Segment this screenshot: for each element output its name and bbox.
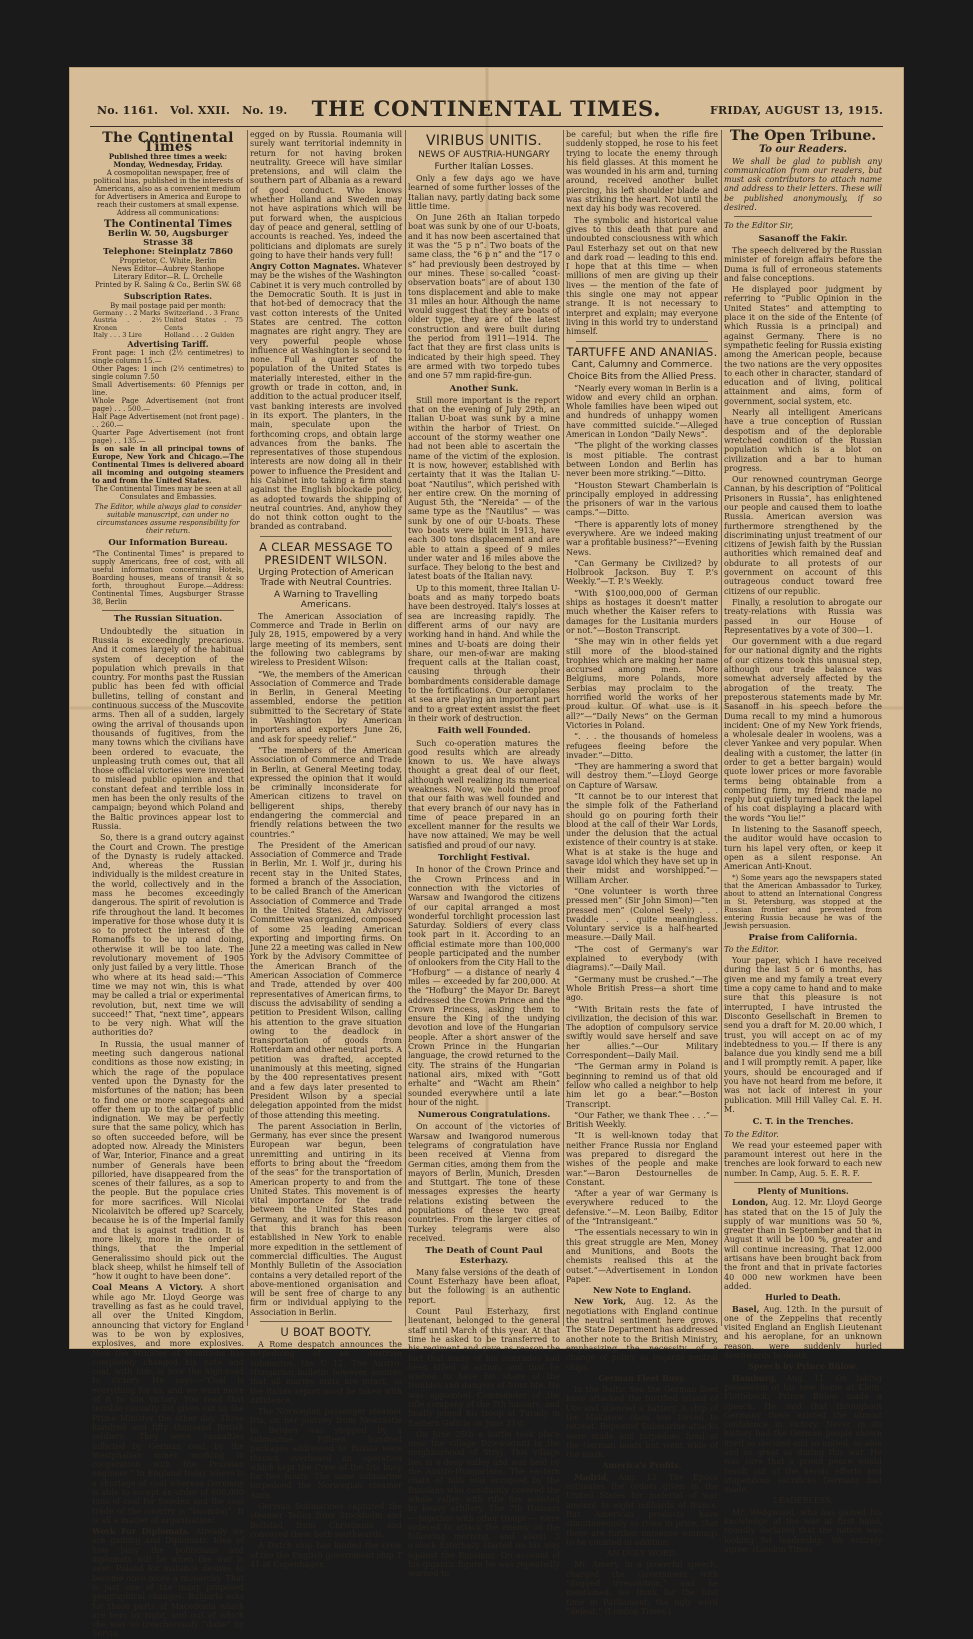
quote-item: “One volunteer is worth three pressed men” (Sir John Simon)—“ten pressed men” (Colonel Seely) . . . twaddle . . . quite meaningless. Voluntary service is a half-hearted measure.—Daily Mail. [566,886,718,943]
paragraph-body: Aug. 12. The Epoca estimates the orders given in the United States for material of war amount to eight milliards of francs. But American products have simultaneously so risen in price, that there are further immense winnings to be counted in addition. [566,1472,718,1547]
quote-item: “There is apparently lots of money everywhere. Are we indeed making war a profitable business?”—Evening News. [566,519,718,557]
quote-item: “Can Germany be Civilized? by Holbrook Jackson. Buy T. P.'s Weekly.”—T. P.'s Weekly. [566,558,718,587]
news-heading: Hurled to Death. [765,1292,841,1303]
paragraph-body: Aug. 12. As the negotiations with England continue the neutral sentiment here grows. The State Department has addressed another note to the British Ministry, emphasizing the necessity of a change of policy as regards neutral ships. [566,1297,719,1372]
letter-heading: Praise from California. [748,932,858,943]
column-rule [247,130,248,1326]
letter-heading: Sasanoff the Fakir. [758,233,848,244]
column-3 [408,130,560,1579]
news-paragraph [724,1374,882,1495]
footnote: *) Some years ago the newspapers stated that the American Ambassador to Turkey, about to attend an International Congress in St. Petersburg, was stopped at the Russian frontier and prevented from entering Russia because he was of the Jewish persuasion. [724,873,882,930]
article-heading: TARTUFFE AND ANANIAS. [566,344,718,359]
paragraph-body: Aug. 12th. In the pursuit of one of the Zeppelins that recently visited England an English Lieutenant and his aeroplane, for an unknown reason, were suddenly hurled downwards to death. [724,1304,882,1361]
dateline: Madrid, [574,1471,610,1482]
newspaper-title: THE CONTINENTAL TIMES. [311,96,662,121]
printer-line: Printed by R. Saling & Co., Berlin SW. 68 [94,281,242,290]
divider [260,536,392,537]
paragraph-body: Whatever may be the wishes of the Washington Cabinet it is very much controlled by the Democratic South. It is just in that hot-bed of democracy that the vast cotton interests of the United States are centred. The cotton magnates are right angry. They are very powerful people whose influence at Washington is second to none. Full a quarter of the population of the United States is materially interested, either in the growth or trade in cotton, and, in addition to the actual producer itself, vast banking interests are involved in its export. The planters, in the main, speculate upon the forthcoming crops, and obtain large advances from the banks. The representatives of those stupendous interests are now doing all in their power to influence the President and his Cabinet into taking a firm stand against the English blockade policy, as adopted towards the shipping of neutral countries. And, anyhow they do not think cotton ought to the branded as contraband. [250,262,402,532]
news-heading: LEADERLESS. [773,1496,833,1506]
advertising-line: Front page: 1 inch (2½ centimetres) to single column 15.— [92,349,244,366]
sale-notice: Is on sale in all principal towns of Europe, New York and Chicago.—The Continental Times is delivered aboard all incoming and outgoing steamers to and from the United States. [92,444,244,486]
masthead [70,96,903,126]
salutation: To the Editor. [724,1129,779,1139]
paragraph-lead: Coal Means A Victory. [92,1282,204,1293]
article-paragraph: Such co-operation matures the good results which are already known to us. We have always thought a great deal of our fleet, although well realizing its numerical weakness. Now, we hold the proof that our faith was well founded and that every branch of our navy has in time of peace prepared in an excellent manner for the results we have now attained. We may be well satisfied and proud of our navy. [408,738,560,850]
article-subheading: A Warning to Travelling Americans. [274,589,378,610]
article-heading: VIRIBUS UNITIS. [425,133,543,149]
divider [102,610,234,611]
news-paragraph [566,1297,718,1371]
column-rule [563,130,564,1326]
quote-item: “It is well-known today that neither France Russia nor England was prepared to disregard the wishes of the people and make war.”—Baron Destournelles de Constant. [566,1131,718,1187]
quote-item: “With $100,000,000 of German ships as hostages it doesn't matter much whether the Kaiser refers to damages for the Lusitania murders or not.”—Boston Transcript. [566,588,718,635]
salutation: To the Editor. [724,944,779,954]
divider [734,216,872,217]
staff-line: Proprietor, C. White, Berlin [119,257,217,266]
masthead-logo: The Continental Times [102,130,234,156]
rates-table [92,310,244,340]
article-paragraph: “The members of the American Association of Commerce and Trade in Berlin, at General Meeting today, expressed the opinion that it would be criminally inconsiderate for American citizens to travel on belligerent ships, thereby endangering the commercial and friendly relations between the two countries.” [250,745,402,839]
advertising-line: Whole Page Advertisement (not front page) . . . 500.— [92,397,244,414]
article-paragraph: The parent Association in Berlin, Germany, has ever since the present European war begun, been unremitting and untiring in its efforts to bring about the “freedom of the seas” for the transportation of American property to and from the United States. This movement is of vital importance for the trade between the United States and Germany, and it was for this reason that this branch has been established in New York to enable more expedition in the settlement of commercial difficulties. The August Monthly Bulletin of the Association contains a very detailed report of the above-mentioned organisation and will be sent free of charge to any firm or individual applying to the Association in Berlin. [250,1121,402,1317]
article-paragraph: The President of the American Association of Commerce and Trade in Berlin, Mr. I. Wolf jr., during his recent stay in the United States, formed a branch of the Association, to be called Branch of the American Association of Commerce and Trade in the United States. An Advisory Committee was organized, composed of some 25 leading American exporting and importing firms. On June 22 a meeting was called in New York by the Advisory Committee of the American Branch of the American Association of Commerce and Trade, attended by over 400 representatives of American firms, to discuss the advisability of sending a petition to President Wilson, calling his attention to the grave situation owing to the deadlock in transportation of goods from Rotterdam and other neutral ports. A petition was drafted, accepted unanimously at this meeting, signed by the 400 representatives present and a few days later presented to President Wilson by a special delegation appointed from the midst of those attending this meeting. [250,840,402,1120]
column-2 [250,130,402,1569]
news-paragraph [724,1198,882,1291]
staff-line: News Editor—Aubrey Stanhope [111,265,225,274]
dateline: London, [732,1197,769,1208]
rate-cell: Austria . . 2½ Kronen [93,316,163,332]
paragraph-body: A short while ago Mr. Lloyd George was travelling as fast as he could travel, all over the United Kingdom, announcing that victory for England was to be won by explosives, explosives, and more explosives. Now the Minister of Munitions has completely changed his note and coal, with him, is now the high-road to victory. He says:—“Coal is everything for us, and we want more of it to win victory. You read that terrible casualty list given out by the Prime Minister the other day. Three hundred and fifty thousand British soldiers. They were casualties inflicted by German coal, by the Westphalian miner, working in cooperation with the Prussian engineer.” In England today where is a shortage of coal whereas Germany is able to accept an order of 600,000 tons of coal for Sweden and the coal trade of the country is “booming”. It is all a matter of organisation! [92,1283,244,1525]
article-paragraph: So, there is a grand outcry against the Court and Crown. The prestige of the Dynasty is rudely attacked. And, whereas the Russian individually is the mildest creature in the world, collectively and in the mass he becomes exceedingly dangerous. The spirit of revolution is rife throughout the land. It becomes imperative for those whose duty it is so to protect the interest of the Romanoffs to be up and doing, otherwise it will be too late. The revolutionary movement of 1905 only just failed by a very little. Those who where at its head said:—“This time we may not win, this is what may be called a trial or experimental revolution, but, next time we will succeed!” That, “next time”, appears to be very nigh. What will the authorities do? [92,833,244,1038]
article-paragraph: German Submarines captured the steamer Tellus from Stockholm and Bollstad from Christiania and conveyed them both southwards. [250,1502,402,1539]
quote-item: “The plight of the working classes is most pitiable. The contrast between London and Berlin has never been more striking.”—Ditto. [566,441,718,479]
article-paragraph: Undoubtedly the situation in Russia is exceedingly precarious. And it comes largely of the habitual system of deception of the population which prevails in that country. For months past the Russian public has been fed with official bulletins, telling of constant and continuous success of the Muscovite arms. Then all of a sudden, largely owing the arrival of thousands upon thousands of fugitives, from the many towns which the civilians have been ordered to evacuate, the unpleasing truth comes out, that all those official victories were invented to mislead public opinion and that constant defeat and terrible loss in men has been the only results of the campaign; beyond which Poland and the Baltic provinces appear lost to Russia. [92,626,244,831]
news-paragraph: In the Baltic Sea the German fleet have attacked the fortified island of Uto and silenced a battery. A ship of the Makarow class was forced to retreat. Repeated Submarine attacks were made and torpedoes fired at the German boats but went wide of the mark. [566,1385,718,1460]
article-paragraph: On June 25th a battle took place near the village Dziewietniti in the neighborhood of Stryj. This village lies in a deep valley and was held by the Austro-Hungarians. The eastern chain of hills was occupied by the Russians who constantly covered the whole valley with rifle fire assisted by heavy artillery. The 7th Hussars — together with other troops — were ordered to attack the enemy on the following morning, and about 3 o'clock Esterhazy started on his way against the Russians. On account of his gigantic figure he was repeatedly warned to [408,1429,560,1579]
section-heading: Torchlight Festival. [438,853,530,864]
news-paragraph: Mr. Amery, in a powerful speech, charged the Government with “dogged irresolution,” and he mentioned, we think for the first time in Parliament, the ugly word “defeat.” (London Times.) [566,1560,718,1616]
news-heading: America's Profits. [602,1460,682,1471]
quote-item: “After a year of war Germany is everywhere reduced to the defensive.”—M. Leon Bailby, Editor of the “Intransigeant.” [566,1189,718,1227]
divider [734,1182,872,1183]
article-paragraph: On account of the victories of Warsaw and Iwangorod numerous telegrams of congratulation have been received at Vienna from German cities, among them from the mayors of Berlin, Munich, Dresden and Stuttgart. The tone of these messages expresses the hearty relations existing between the populations of these two great countries. From the larger cities of Turkey telegrams were also received. [408,1122,560,1243]
news-heading: Speech by Prince Bülow. [748,1361,858,1372]
telephone: Telephone: Steinplatz 7860 [103,247,233,258]
article-paragraph [92,1527,244,1639]
issue-date: FRIDAY, AUGUST 13, 1915. [709,104,883,117]
letter-paragraph: He displayed poor judgment by referring to “Public Opinion in the United States” and attempting to place it on the side of the Entente (of which Russia is a principal) and against Germany. There is no sympathetic feeling for Russia existing among the American people, because the two nations are the very opposites to each other in character, standard of education and of living, political attainment and aims, form of government, social system, etc. [724,285,882,406]
rate-cell: Holland . . . 2 Gulden [164,331,235,340]
rate-cell: Germany . . 2 Marks [93,308,161,317]
quote-item: “It cannot be to our interest that the simple folk of the Fatherland should go on pouring forth their blood at the call of their War Lords, under the delusion that the actual existence of their country is at stake. What is at stake is the huge and savage idol which they have set up in their midst and worshipped.”—William Archer. [566,792,718,885]
article-subheading: NEWS OF AUSTRIA-HUNGARY [418,150,550,160]
masthead-rule [90,126,883,127]
paragraph-lead: Angry Cotton Magnates. [250,261,360,272]
quote-item: “She may win in other fields yet still more of the blood-stained trophies which are making her name accursed among men. More Belgiums, more Polands, more Serbias may proclaim to the horrified world the works of her proud kultur. Of what use is it all?”—“Daily News” on the German Victories in Poland. [566,637,718,730]
quote-item: “Germany must be crushed.”—The Whole British Press—a short time ago. [566,974,718,1003]
advertising-heading: Advertising Tariff. [127,338,209,349]
advertising-line: Small Advertisements: 60 Pfennigs per line. [92,381,244,398]
news-heading: Plenty of Munitions. [757,1185,849,1196]
article-subheading: Cant, Calumny and Commerce. [571,359,713,370]
column-1 [92,130,244,1639]
quote-item: “They are hammering a sword that will destroy them.”—Lloyd George on Capture of Warsaw. [566,762,718,790]
dateline: New York, [574,1296,626,1307]
article-paragraph: The American Association of Commerce and Trade in Berlin on July 28, 1915, empowered by a very large meeting of its members, sent the following two cablegrams by wireless to President Wilson: [250,611,402,668]
readers-note: We shall be glad to publish any communication from our readers, but must ask contributors to attach name and address to their letters. These will be published anonymously, if so desired. [724,156,882,213]
advertising-line: Quarter Page Advertisement (not front page) . . 135.— [92,429,244,446]
article-paragraph: The symbolic and historical value gives to this death that pure and undoubted consciousness with which Paul Esterhazy set out on that new and dark road — leading to this end. I hope that at this time — when millions of men are giving up their lives — the mention of the fate of this single one may not appear strange. It is not necessary to interpret and explain; may everyone living in this world try to understand himself. [566,215,718,337]
divider [260,1321,392,1322]
article-paragraph: In honor of the Crown Prince and the Crown Princess and in connection with the victories of Warsaw and Iwangorod the citizens of our capital arranged a most wonderful torchlight procession last Saturday. Soldiers of every class took part in it. According to an official estimate more than 100,000 people participated and the number of onlookers from the City Hall to the “Hofburg” — a distance of nearly 4 miles — exceeded by far 200,000. At the “Hofburg” the Mayor Dr. Bareyt addressed the Crown Prince and the Crown Princess, asking them to ensure the King of the undying devotion and love of the Hungarian people. After a short answer of the Crown Prince in the Hungarian language, the crowd returned to the city. The strains of the Hungarian national airs, mixed with “Gott erhalte” and “Wacht am Rhein” sounded everywhere until a late hour of the night. [408,865,560,1107]
advertising-line: Other Pages: 1 inch (2½ centimetres) to single column 7.50 [92,365,244,382]
article-subheading: Choice Bits from the Allied Press. [567,371,717,382]
article-paragraph: Up to this moment, three Italian U-boats and as many torpedo boats have been destroyed. Italy's losses at sea are increasing rapidly. The different arms of our navy are working hand in hand. And while the mines and U-boats are doing their share, our men-of-war are making frequent calls at the Italian coast, causing through their bombardments considerable damage to the fortifications. Our aeroplanes at sea are playing an important part and to a great extent assist the fleet in their work of destruction. [408,583,560,723]
staff-line: Literary Editor—R. L. Orchelle [113,273,223,282]
section-heading: Faith well Founded. [437,726,531,737]
table-row [92,317,244,332]
article-heading: The Russian Situation. [113,614,223,625]
news-heading: German Fleet Busy. [598,1372,686,1383]
article-paragraph: On June 26th an Italian torpedo boat was sunk by one of our U-boats, and it has now been ascertained that it was the “5 p n”. Two boats of the same class, the “6 p n” and the “17 o s” had previously been destroyed by our mines. These so-called “coast-observation boats” are of about 130 tons displacement and able to make 31 miles an hour. Although the name would suggest that they are boats of older type, they are of the latest construction and were built during the period from 1911—1914. The fact that they are first class units is indicated by their high speed. They are armed with two torpedo tubes and one 57 mm rapid-fire-gun. [408,213,560,381]
newspaper-page [70,68,903,1639]
section-heading: The Death of Count Paul Esterhazy. [425,1246,543,1266]
rate-cell: Italy . . . 3 Lire [93,331,142,340]
volume-number: No. 19. [242,104,288,117]
article-paragraph: In Russia, the usual manner of meeting such dangerous national conditions as those now existing; in which the rage of the populace vented upon the Dynasty for the misfortunes of the nation; has been to find one or more scapegoats and offer them up to the altar of public indignation. We may be perfectly sure that the same policy, which has so often succeeded before, will be adopted now. Already the Ministers of War, Interior, Finance and a great number of Generals have been pilloried, have disappeared from the scenes of their failures, as a sop to the people. But the populace cries for more sacrifices. Will Nicolai Nicolaivitch be offered up? Scarcely, because he is of the Imperial family and that is against tradition. It is more likely, more in the order of things, that the Imperial Generalissimo should pick out the black sheep, whilst he himself tell of “how it ought to have been done”. [92,1039,244,1282]
letter-paragraph: Our government with a due regard for our national dignity and the rights of our citizens took this unusual step, although our trade balance was somewhat adversely affected by the abrogation of the treaty. The preposterous statements made by Mr. Sasanoff in his speech before the Duma recall to my mind a humorous incident: One of my New York friends, a wholesale dealer in woolens, was a clever Yankee and very popular. When dealing with a customer, the latter (in order to get a better bargain) would quote lower prices or more favorable terms being obtainable from a competing firm, my friend made no reply but quietly turned back the lapel of his coat displaying a placard with the words “You lie!” [724,637,882,823]
paragraph-body: Aug. 11. On taking possession of his new home at Klein-Flottebeck, Prince Bülow made a speech. He said that throughout Germany there existed the utmost confidence in victory. Never in its history had the German people shown itself so decided and so united, so able and so great as during this war. He was sure that a proud peace would result out of the heroic efforts and stupendous sacrifices Germany had made. [724,1373,882,1495]
dateline: Hamburg, [732,1372,778,1383]
column-rule [721,130,722,1326]
news-heading: AN UGLY WORD. [606,1549,678,1559]
quote-item: “Our Father, we thank Thee . . .”—British Weekly. [566,1110,718,1130]
quote-item: “Houston Stewart Chamberlain is principally employed in addressing the prisoners of war in the various camps.”—Ditto. [566,480,718,518]
section-heading: Our Information Bureau. [108,538,228,549]
info-bureau-text: “The Continental Times” is prepared to supply Americans, free of cost, with all useful information concerning Hotels, Boarding houses, means of transit & so forth, throughout Europe.—Address: Continental Times, Augsburger Strasse 38, Berlin [92,550,244,607]
article-paragraph [250,262,402,532]
rate-cell: Switzerland . . 3 Franc [164,308,240,317]
news-heading: New Note to England. [592,1285,692,1296]
advertising-line: Half Page Advertisement (not front page) . . . 260.— [92,413,244,430]
open-tribune-heading: The Open Tribune. [729,128,877,144]
paragraph-lead: Work For Diplomats. [92,1526,191,1537]
article-heading: U BOAT BOOTY. [280,1325,372,1340]
quote-item: “. . . the thousands of homeless refugees fleeing before the invader.”—Ditto. [566,732,718,760]
column-4 [566,130,719,1616]
column-rule [405,130,406,1326]
article-paragraph: be careful; but when the rifle fire suddenly stopped, he rose to his feet trying to locate the enemy through his field glasses. At this moment he was wounded in his arm and, turning around, received another bullet piercing, his left shoulder blade and was striking the heart. Not until the next day his body was recovered. [566,130,718,214]
article-paragraph: The Norwegian passenger steamer Iris, on her journey from Newcastle to Bergen was stopped by a submarine. Fifteen hundred packages addressed to Russia were thrown overboard an operation which kept the Crew of the Iris busy for two hours. The same submarine torpedoed the Norwegian steamer Aura. [250,1407,402,1500]
quote-item: “With Britain rests the fate of civilization, the decision of this war. The adoption of compulsory service swiftly would save herself and save her allies.”—Our Military Correspondent—Daily Mail. [566,1004,718,1061]
article-paragraph: Many false versions of the death of Count Esterhazy have been afloat, but the following is an authentic report. [408,1267,560,1305]
article-paragraph [92,1283,244,1525]
editor-note: The Editor, while always glad to consider suitable manuscript, can under no circumstances assume responsibility for their return. [94,503,242,536]
subscription-heading: Subscription Rates. [123,291,213,302]
divider [576,341,708,342]
paragraph-body: Already we are gaining and Diplomats. Idea of how busy the politicians and diplomats will be when the war is over. Poland for instance desires to become once more a monarchy. That is just one of the many proposed geographical changes. Bulgaria asks for those parts of Macedonia which are hers by right, and out of which she was so treacherously “done” by Servia, [92,1527,244,1639]
rate-cell: United States . 75 Cents [164,316,243,332]
letter-paragraph: Your paper, which I have received during the last 5 or 6 months, has given me and my family a treat every time a copy came to hand and to make sure that this pleasure is not interrupted, I have intrusted the Disconto Gesellschaft in Bremen to send you a draft for M. 20.00 which, I trust, you will accept on ac of my indebtedness to you.— If there is any balance due you kindly send me a bill and I will promptly remit. A paper, like yours, should be encouraged and if you have not heard from me before, it was not lack of interest in your publication. Mill Hill Valley Cal. E. H. M. [724,956,882,1114]
quote-item: “The German army in Poland is beginning to remind us of that old fellow who called a neighbor to help him let go a bear.”—Boston Transcript. [566,1062,718,1109]
address-title: The Continental Times [104,218,232,230]
volume: Vol. XXII. [170,104,231,117]
paper-description: A cosmopolitan newspaper, free of political bias, published in the interests of Americans, also as a convenient medium for Advertisers in America and Europe to reach their customers at small expense. Address all communications: [93,168,243,217]
news-paragraph: Mr. Wedgwood, who has gained his knowledge of the war at first hand, roundly declared that the nation was looking for leadership. We entirely agree. (London Times [724,1507,882,1554]
letter-paragraph: Nearly all intelligent Americans have a true conception of Russian despotism and of the deplorable wretched condition of the Russian population which is a blot on civilization and a bar to human progress. [724,408,882,473]
letter-paragraph: The speech delivered by the Russian minister of foreign affairs before the Duma is full of erroneous statements and false conceptions. [724,245,882,283]
news-paragraph [724,1305,882,1361]
letter-heading: C. T. in the Trenches. [752,1117,854,1128]
article-paragraph: A Rome despatch announces the torpedoing of an Austrian submarine, the U 12. The Austro-Hungarian bulletin however assures that all marine units are intact, so the Italian report must be taken with diffidence. [250,1340,402,1405]
issue-number: No. 1161. [97,104,159,117]
article-subheading: Further Italian Losses. [434,162,534,172]
article-heading: A CLEAR MESSAGE TO PRESIDENT WILSON. [259,539,393,567]
section-heading: Numerous Congratulations. [417,1110,551,1121]
column-5 [724,128,882,1554]
news-paragraph [566,1473,718,1547]
quote-item: “Nearly every woman in Berlin is a widow and every child an orphan. Whole families have been wiped out and hundreds of unhappy women have committed suicide.”—Alleged American in London “Daily News”. [566,383,718,440]
letter-paragraph: In listening to the Sasanoff speech, the auditor would have occasion to turn his lapel very often, or keep it open as a silent response. An American Anti-Knout. [724,825,882,872]
article-paragraph: “We, the members of the American Association of Commerce and Trade in Berlin, in General Meeting assembled, endorse the petition submitted to the Secretary of State in Washington by American importers and exporters June 26, and ask for speedy relief.” [250,669,402,744]
quote-item: “The essentials necessary to win in this great struggle are Men, Money and Munitions, and Boots the chemists realised this at the outset.”—Advertisement in London Paper. [566,1228,718,1284]
dateline: Basel, [732,1303,760,1314]
publication-schedule: Published three times a week: Monday, Wednesday, Friday. [108,151,228,169]
letter-paragraph: We read your esteemed paper with paramount interest out here in the trenches are look forward to each new number. In Camp, Aug. 5. E. R. F. [724,1140,882,1178]
article-paragraph: Still more important is the report that on the evening of July 29th, an Italian U-boat was sunk by a mine within the harbor of Triest. On account of the stormy weather one had not been able to ascertain the name of the victim of the explosion. It is now, however, established with certainty that it was the Italian U-boat “Nautilus”, which perished with her entire crew. On the morning of August 5th, the “Nereida” — of the same type as the “Nautilus” — was sunk by one of our U-boats. These two boats were built in 1913, have each 300 tons displacement and are able to attain a speed of 9 miles under water and 16 miles above the surface. They belong to the best and latest boats of the Italian navy. [408,395,560,582]
salutation: To the Editor Sir, [724,221,794,231]
readers-heading: To our Readers. [758,144,848,156]
subscription-line: By mail postage paid per month: [110,301,226,310]
consulate-notice: The Continental Times may be seen at all Consulates and Embassies. [94,485,242,502]
article-paragraph: egged on by Russia. Roumania will surely want territorial indemnity in return for not having broken neutrality. Greece will have similar pretensions, and will claim the southern part of Albania as a reward of good conduct. Who knows whether Holland and Sweden may not have aspirations which will be put forward when, the auspicious day of peace and general, settling of accounts is reached. Yes, indeed the politicians and diplomats are surely going to have their hands very full! [250,130,402,260]
article-paragraph: A Dutch ship has landed the crew of the the English government ship T 41 at Copenhagen. [250,1541,402,1569]
office-address: Berlin W. 50, Augsburger Strasse 38 [107,228,229,248]
article-subheading: Urging Protection of American Trade with Neutral Countries. [258,567,394,588]
letter-paragraph: Finally, a resolution to abrogate our treaty-relations with Russia was passed in our House of Representatives by a vote of 300—1. [724,597,882,635]
section-heading: Another Sunk. [449,383,519,394]
paragraph-body: Aug. 12. Mr. Lloyd George has stated that on the 15 of July the supply of war munitions was 50 %, greater than in September and that in August it will be 100 %, greater and will continue increasing. That 12.000 artisans have been brought back from the front and that in private factories 40 000 new workmen have been added. [724,1198,882,1291]
article-paragraph: Count Paul Esterhazy, first lieutenant, belonged to the general staff until March of this year. At that time he asked to be transferred to his regiment and gave as reason the fact that many of his comrades had been killed in action, and that he wished to have his share of the troubles and dangers of front life. He was appointed Commander of the rifle company of the 7th hussars, and finally joined his troop at Turady in Eastern Galicia on June 21st. [408,1307,560,1428]
article-paragraph: Only a few days ago we have learned of some further losses of the Italian navy, partly dating back some little time. [408,174,560,211]
quote-item: “The cost of Germany's war explained to everybody (with diagrams).”—Daily Mail. [566,944,718,973]
letter-paragraph: Our renowned countryman George Cannan, by his description of “Political Prisoners in Russia”, has enlightened our people and caused them to loathe Russia. American aversion was furthermore strengthened by the discriminating unjust treatment of our citizens of Jewish faith by the Russian authorities which remained deaf and obdurate to all protests of our government on account of this outrageous conduct toward free citizens of our republic. [724,475,882,596]
